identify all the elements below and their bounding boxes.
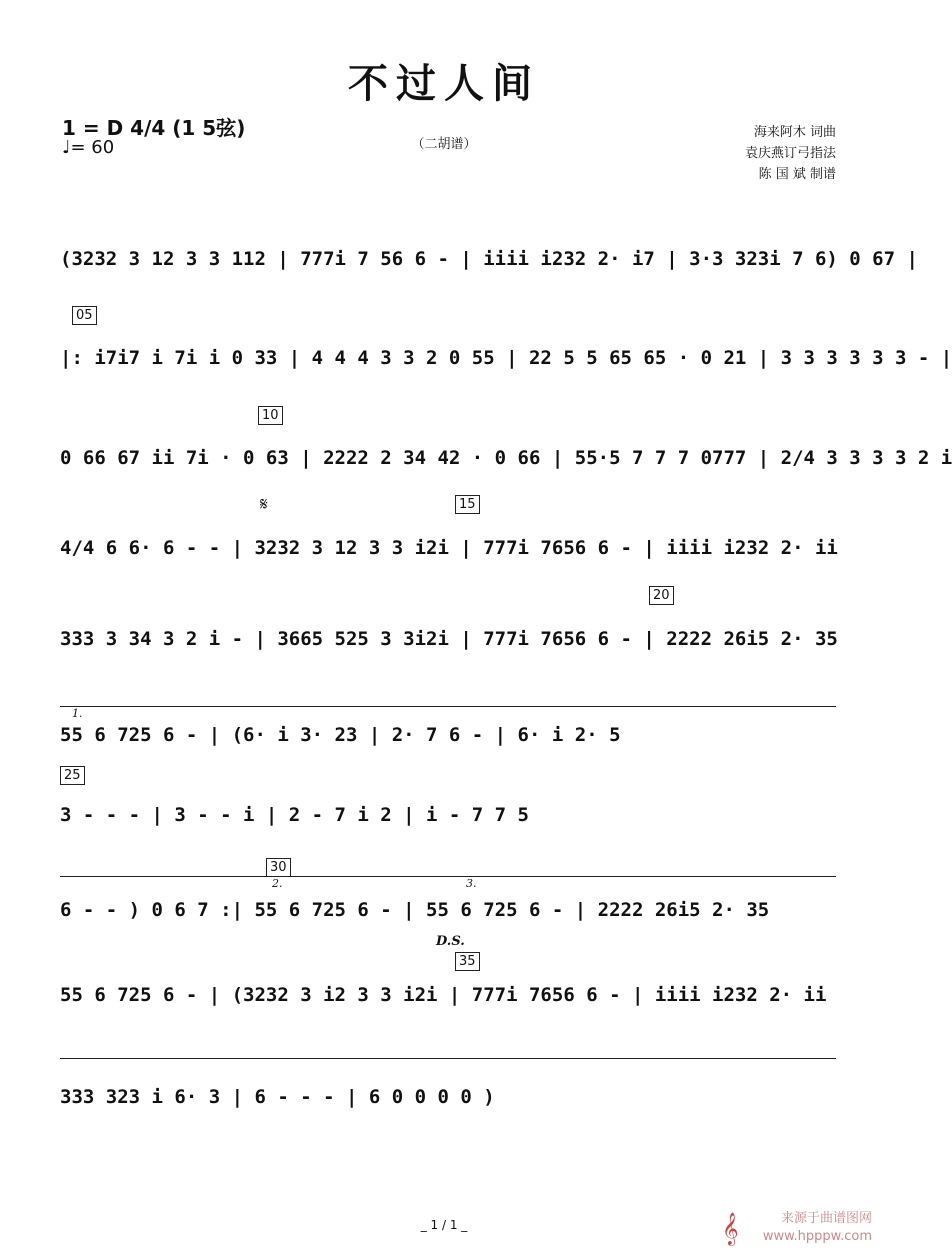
measure-number-box: 20 [649,586,674,605]
score-row: 55 6 725 6 - | (6· i 3· 23 | 2· 7 6 - | 6· i 2· 5 [60,724,621,746]
score-row: 4/4 6 6· 6 - - | 3232 3 12 3 3 i2i | 777i 7656 6 - | iiii i232 2· ii [60,537,838,559]
page-title: 不过人间 [348,60,540,107]
credits [745,122,836,185]
slur-line [60,1058,836,1059]
score-row: |: i7i7 i 7i i 0 33 | 4 4 4 3 3 2 0 55 | 22 5 5 65 65 · 0 21 | 3 3 3 3 3 3 - | [60,347,952,369]
volta-label: 3. [466,877,477,890]
score-row: 6 - - ) 0 6 7 :| 55 6 725 6 - | 55 6 725 6 - | 2222 26i5 2· 35 [60,899,770,921]
measure-number-box: 35 [455,952,480,971]
segno-icon: 𝄋 [260,494,268,515]
page-number: _ 1 / 1 _ [420,1218,468,1232]
treble-clef-icon: 𝄞 [722,1212,739,1245]
tempo-marking: ♩= 60 [62,137,115,158]
measure-number-box: 25 [60,766,85,785]
score-row: 333 323 i 6· 3 | 6 - - - | 6 0 0 0 0 ) [60,1086,495,1108]
score-row: 0 66 67 ii 7i · 0 63 | 2222 2 34 42 · 0 66 | 55·5 7 7 7 0777 | 2/4 3 3 3 3 2 i [60,447,952,469]
score-row: (3232 3 12 3 3 112 | 777i 7 56 6 - | iiii i232 2· i7 | 3·3 323i 7 6) 0 67 | [60,248,918,270]
key-signature: 1 = D 4/4 (1 5弦) [62,116,246,140]
subtitle: （二胡谱） [411,137,477,152]
measure-number-box: 15 [455,495,480,514]
credit-engraver: 陈 国 斌 制谱 [758,167,836,182]
volta-line [60,876,836,877]
measure-number-box: 10 [258,406,283,425]
measure-number-box: 05 [72,306,97,325]
credit-bowing: 袁庆燕订弓指法 [744,146,836,161]
watermark-text: 来源于曲谱图网 [780,1211,872,1226]
measure-number-box: 30 [266,858,291,877]
credit-composer: 海来阿木 词曲 [753,125,836,140]
volta-line [60,706,836,707]
ds-marking: D.S. [436,934,465,949]
volta-label: 2. [272,877,283,890]
score-row: 3 - - - | 3 - - i | 2 - 7 i 2 | i - 7 7 5 [60,804,529,826]
volta-label: 1. [72,707,83,720]
watermark [763,1210,872,1246]
score-row: 333 3 34 3 2 i - | 3665 525 3 3i2i | 777i 7656 6 - | 2222 26i5 2· 35 [60,628,838,650]
score-row: 55 6 725 6 - | (3232 3 i2 3 3 i2i | 777i 7656 6 - | iiii i232 2· ii [60,984,827,1006]
watermark-url: www.hpppw.com [762,1229,872,1244]
